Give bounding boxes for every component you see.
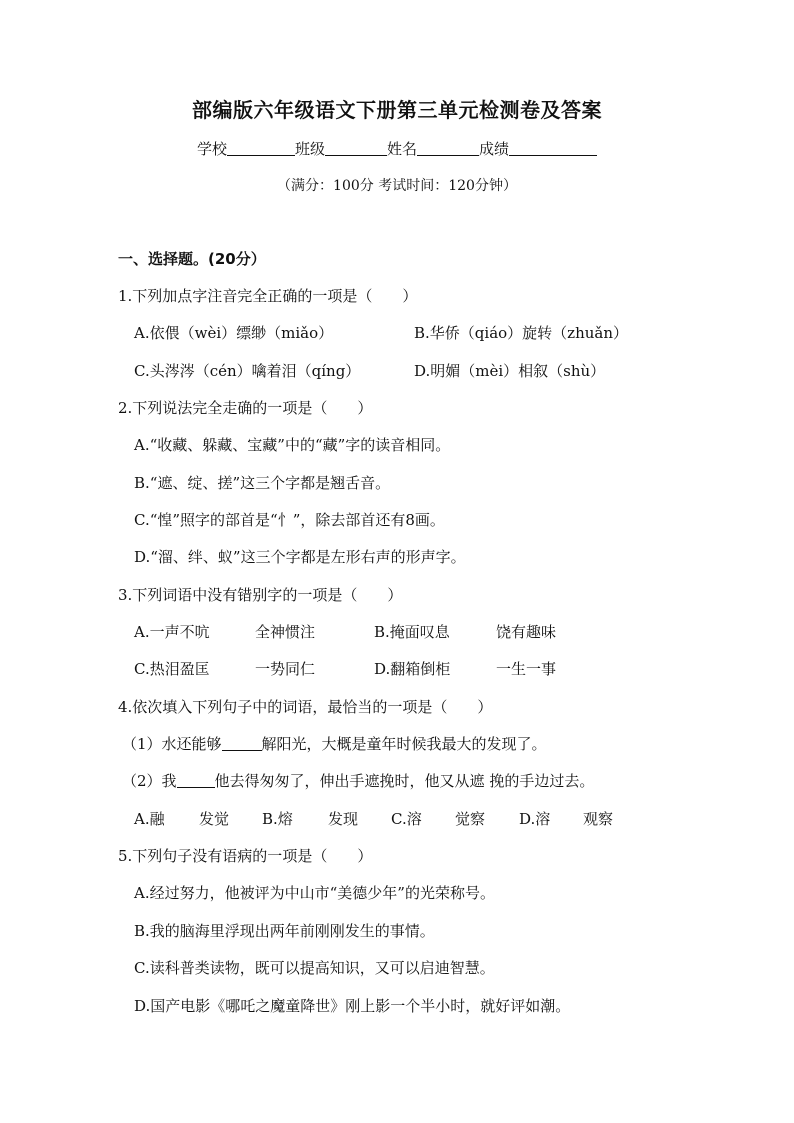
q1-option-c: C.头涔涔（cén）噙着泪（qíng） [134,362,361,380]
q4-sentence-2 [122,771,594,791]
grade-label: 成绩 [479,140,510,158]
student-info-line [0,138,794,159]
section-1-heading: 一、选择题。(20分） [118,250,266,268]
q3-option-b-word1: B.掩面叹息 [374,623,450,641]
q4-option-b-word2: 发现 [328,810,359,828]
q4-option-c-word2: 觉察 [455,810,486,828]
q5-option-a: A.经过努力，他被评为中山市“美德少年”的光荣称号。 [134,884,495,902]
q5-option-b: B.我的脑海里浮现出两年前刚刚发生的事情。 [134,922,435,940]
q3-option-c-word2: 一势同仁 [255,660,316,678]
q2-option-c: C.“惶”照字的部首是“忄”，除去部首还有8画。 [134,511,445,529]
grade-blank[interactable] [509,141,597,156]
q3-option-b-word2: 饶有趣味 [496,623,557,641]
q4-sentence-2-end: 他去得匆匆了，伸出手遮挽时，他又从遮 挽的手边过去。 [214,772,595,790]
q5-stem: 5.下列句子没有语病的一项是（ ） [118,847,373,865]
q4-blank-2[interactable] [177,773,215,788]
q4-sentence-1 [122,734,547,754]
q2-option-a: A.“收藏、躲藏、宝藏”中的“藏”字的读音相同。 [134,436,451,454]
exam-title: 部编版六年级语文下册第三单元检测卷及答案 [192,98,602,122]
q4-option-a-word2: 发觉 [199,810,230,828]
q4-sentence-2-start: （2）我 [122,772,177,790]
q4-sentence-1-start: （1）水还能够 [122,735,222,753]
school-blank[interactable] [227,141,295,156]
q4-option-d-word1: D.溶 [519,810,551,828]
q1-stem: 1.下列加点字注音完全正确的一项是（ ） [118,287,418,305]
q5-option-d: D.国产电影《哪吒之魔童降世》刚上影一个半小时，就好评如潮。 [134,997,571,1015]
q4-option-b-word1: B.熔 [262,810,293,828]
class-blank[interactable] [325,141,387,156]
q2-stem: 2.下列说法完全走确的一项是（ ） [118,399,373,417]
q3-option-a-word2: 全神惯注 [255,623,316,641]
name-label: 姓名 [387,140,418,158]
q5-option-c: C.读科普类读物，既可以提高知识，又可以启迪智慧。 [134,959,495,977]
q4-option-c-word1: C.溶 [391,810,422,828]
q3-stem: 3.下列词语中没有错别字的一项是（ ） [118,586,403,604]
q1-option-a: A.依偎（wèi）缥缈（miǎo） [134,324,334,342]
score-note: （满分：100分 考试时间：120分钟） [277,178,517,194]
q3-option-d-word1: D.翻箱倒柜 [374,660,451,678]
q4-stem: 4.依次填入下列句子中的词语，最恰当的一项是（ ） [118,698,493,716]
q3-option-d-word2: 一生一事 [496,660,557,678]
name-blank[interactable] [417,141,479,156]
class-label: 班级 [294,140,325,158]
q3-option-c-word1: C.热泪盈匡 [134,660,210,678]
q4-option-d-word2: 观察 [583,810,614,828]
q2-option-b: B.“遮、绽、搓”这三个字都是翘舌音。 [134,474,391,492]
q3-option-a-word1: A.一声不吭 [134,623,210,641]
school-label: 学校 [196,140,227,158]
q4-option-a-word1: A.融 [134,810,165,828]
q4-sentence-1-end: 解阳光，大概是童年时候我最大的发现了。 [261,735,547,753]
q1-option-b: B.华侨（qiáo）旋转（zhuǎn） [414,324,628,342]
q1-option-d: D.明媚（mèi）相叙（shù） [414,362,606,380]
q4-blank-1[interactable] [222,736,262,751]
q2-option-d: D.“溜、绊、蚁”这三个字都是左形右声的形声字。 [134,548,466,566]
